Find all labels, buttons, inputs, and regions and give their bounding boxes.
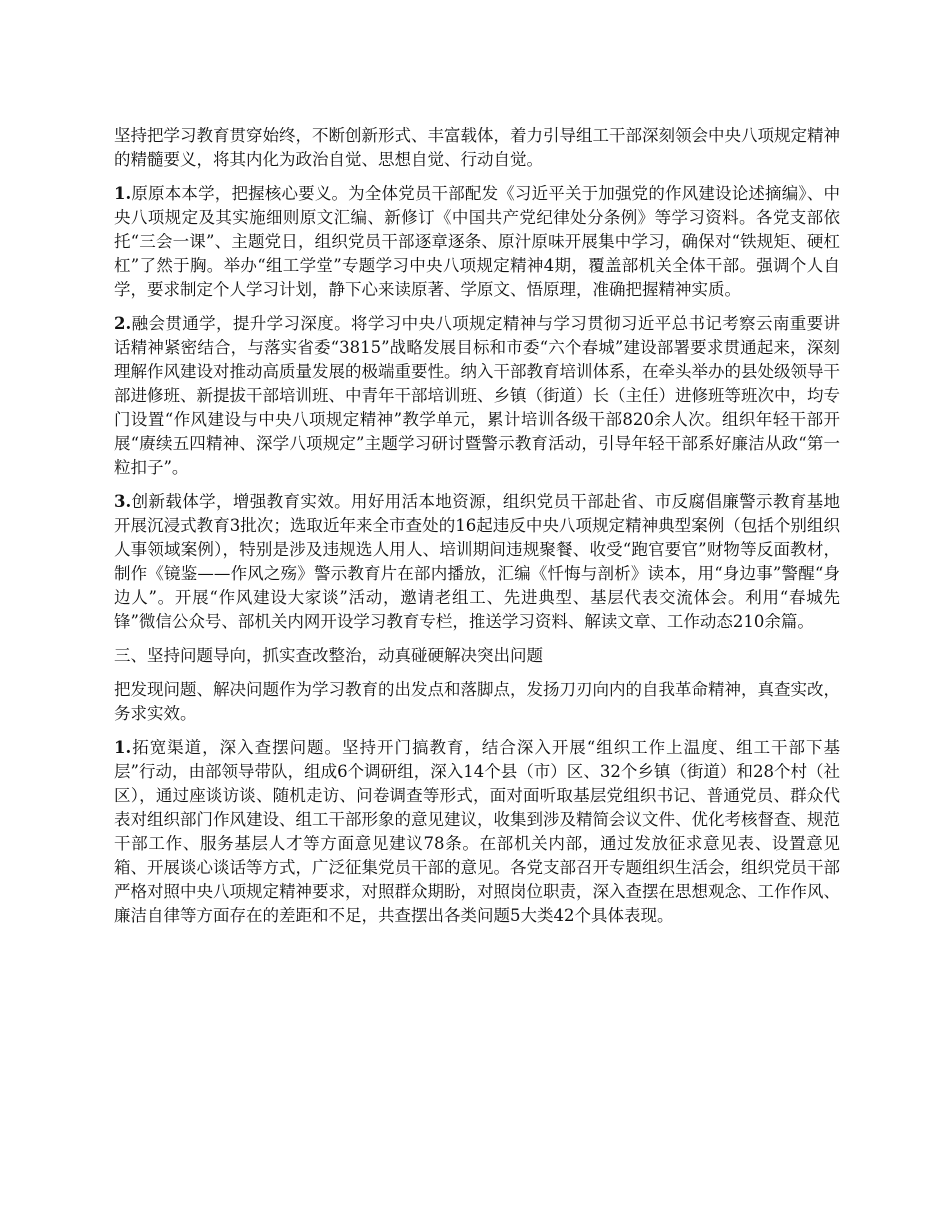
paragraph-text: 融会贯通学，提升学习深度。将学习中央八项规定精神与学习贯彻习近平总书记考察云南重要讲话精神紧密结合，与落实省委“3815”战略发展目标和市委“六个春城”建设部署要求贯通起来，深刻理解作风建设对推动高质量发展的极端重要性。纳入干部教育培训体系，在牵头举办的县处级领导干部进修班、新提拔干部培训班、中青年干部培训班、乡镇（街道）长（主任）进修班等班次中，均专门设置“作风建设与中央八项规定精神”教学单元，累计培训各级干部820余人次。组织年轻干部开展“赓续五四精神、深学八项规定”主题学习研讨暨警示教育活动，引导年轻干部系好廉洁从政“第一粒扣子”。 (114, 314, 840, 477)
paragraph-item-1b (114, 736, 840, 928)
document-page (114, 124, 840, 938)
paragraph-text: 拓宽渠道，深入查摆问题。坚持开门搞教育，结合深入开展“组织工作上温度、组工干部下基层”行动，由部领导带队，组成6个调研组，深入14个县（市）区、32个乡镇（街道）和28个村（社区），通过座谈访谈、随机走访、问卷调查等形式，面对面听取基层党组织书记、普通党员、群众代表对组织部门作风建设、组工干部形象的意见建议，收集到涉及精简会议文件、优化考核督查、规范干部工作、服务基层人才等方面意见建议78条。在部机关内部，通过发放征求意见表、设置意见箱、开展谈心谈话等方式，广泛征集党员干部的意见。各党支部召开专题组织生活会，组织党员干部严格对照中央八项规定精神要求，对照群众期盼，对照岗位职责，深入查摆在思想观念、工作作风、廉洁自律等方面存在的差距和不足，共查摆出各类问题5大类42个具体表现。 (114, 738, 840, 925)
paragraph-item-2 (114, 312, 840, 480)
paragraph-intro (114, 124, 840, 172)
paragraph-text: 原原本本学，把握核心要义。为全体党员干部配发《习近平关于加强党的作风建设论述摘编》、中央八项规定及其实施细则原文汇编、新修订《中国共产党纪律处分条例》等学习资料。各党支部依托“三会一课”、主题党日，组织党员干部逐章逐条、原汁原味开展集中学习，确保对“铁规矩、硬杠杠”了然于胸。举办“组工学堂”专题学习中央八项规定精神4期，覆盖部机关全体干部。强调个人自学，要求制定个人学习计划，静下心来读原著、学原文、悟原理，准确把握精神实质。 (114, 184, 840, 299)
paragraph-number: 3. (114, 492, 132, 511)
paragraph-number: 2. (114, 314, 132, 333)
paragraph-text: 把发现问题、解决问题作为学习教育的出发点和落脚点，发扬刀刃向内的自我革命精神，真查实改，务求实效。 (114, 680, 840, 723)
heading-text: 三、坚持问题导向，抓实查改整治，动真碰硬解决突出问题 (114, 646, 543, 665)
paragraph-number: 1. (114, 184, 132, 203)
paragraph-text: 坚持把学习教育贯穿始终，不断创新形式、丰富载体，着力引导组工干部深刻领会中央八项规定精神的精髓要义，将其内化为政治自觉、思想自觉、行动自觉。 (114, 126, 840, 169)
paragraph-section-intro (114, 678, 840, 726)
paragraph-item-3 (114, 490, 840, 634)
paragraph-number: 1. (114, 738, 132, 757)
section-heading (114, 644, 840, 668)
paragraph-text: 创新载体学，增强教育实效。用好用活本地资源，组织党员干部赴省、市反腐倡廉警示教育基地开展沉浸式教育3批次；选取近年来全市查处的16起违反中央八项规定精神典型案例（包括个别组织人事领域案例），特别是涉及违规选人用人、培训期间违规聚餐、收受“跑官要官”财物等反面教材，制作《镜鉴——作风之殇》警示教育片在部内播放，汇编《忏悔与剖析》读本，用“身边事”警醒“身边人”。开展“作风建设大家谈”活动，邀请老组工、先进典型、基层代表交流体会。利用“春城先锋”微信公众号、部机关内网开设学习教育专栏，推送学习资料、解读文章、工作动态210余篇。 (114, 492, 840, 631)
paragraph-item-1 (114, 182, 840, 302)
